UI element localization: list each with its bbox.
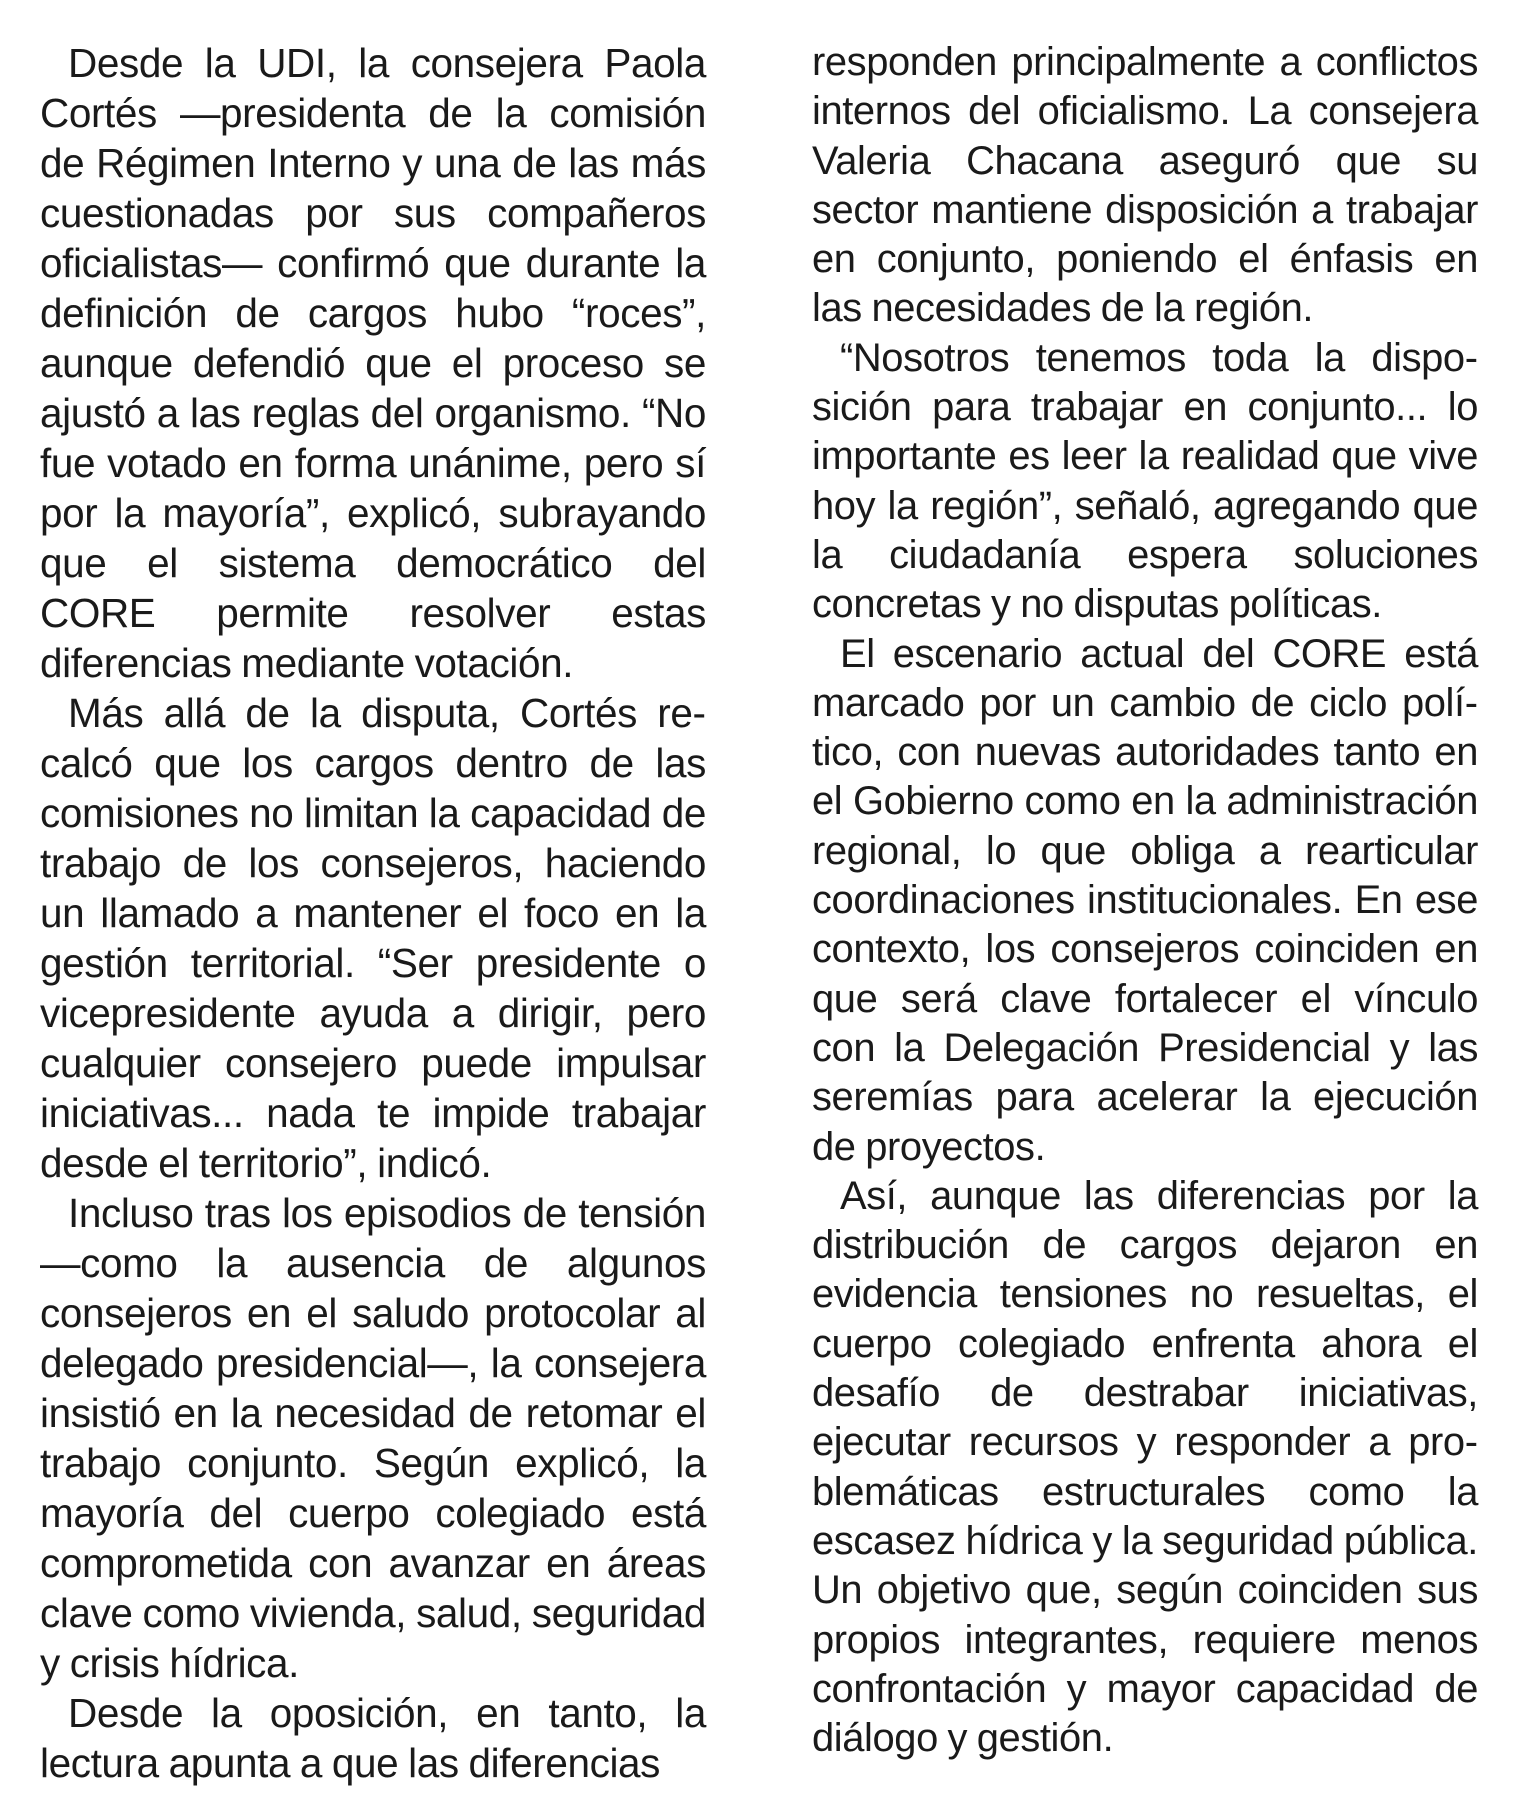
article-column-right [812, 38, 1478, 1763]
paragraph: Más allá de la disputa, Cortés recalcó que los cargos dentro de las comisiones no limitan la capacidad de trabajo de los consejeros, haciendo un llamado a mantener el foco en la gestión territorial. “Ser presidente o vicepresidente ayuda a dirigir, pero cualquier consejero puede impulsar iniciativas... nada te impide trabajar desde el territorio”, indicó. [40, 690, 706, 1186]
paragraph: Incluso tras los episodios de tensión —como la ausencia de algunos consejeros en el saludo protocolar al delegado presidencial—, la consejera insistió en la necesidad de retomar el trabajo conjunto. Según explicó, la mayoría del cuerpo colegiado está comprometida con avanzar en áreas clave como vivienda, salud, seguridad y crisis hídrica. [40, 1190, 706, 1686]
paragraph: “Nosotros tenemos toda la disposición para trabajar en conjunto... lo importante es leer la realidad que vive hoy la región”, señaló, agregando que la ciudadanía espera soluciones concretas y no disputas políticas. [812, 335, 1478, 627]
paragraph: Desde la UDI, la consejera Paola Cortés —presidenta de la comisión de Régimen Interno y una de las más cuestionadas por sus compañeros oficialistas— confirmó que durante la definición de cargos hubo “roces”, aunque defendió que el proceso se ajustó a las reglas del organismo. “No fue votado en forma unánime, pero sí por la mayoría”, explicó, subrayando que el sistema democrático del CORE permite resolver estas diferencias mediante votación. [40, 40, 706, 686]
paragraph: Así, aunque las diferencias por la distribución de cargos dejaron en evidencia tensiones no resueltas, el cuerpo colegiado enfrenta ahora el desafío de destrabar iniciativas, ejecutar recursos y responder a problemáticas estructurales como la escasez hídrica y la seguridad pública. Un objetivo que, según coinciden sus propios integrantes, requiere menos confrontación y mayor capacidad de diálogo y gestión. [812, 1173, 1478, 1761]
paragraph-continuation: responden principalmente a conflictos internos del oficialismo. La consejera Valeria Chacana aseguró que su sector mantiene disposición a trabajar en conjunto, poniendo el énfasis en las necesidades de la región. [812, 40, 1478, 331]
article-column-left [40, 38, 706, 1788]
paragraph: El escenario actual del CORE está marcado por un cambio de ciclo político, con nuevas autoridades tanto en el Gobierno como en la administración regional, lo que obliga a rearticular coordinaciones institucionales. En ese contexto, los consejeros coinciden en que será clave fortalecer el vínculo con la Delegación Presidencial y las seremías para acelerar la ejecución de proyectos. [812, 631, 1478, 1169]
paragraph: Desde la oposición, en tanto, la lectura apunta a que las diferencias [40, 1690, 706, 1786]
